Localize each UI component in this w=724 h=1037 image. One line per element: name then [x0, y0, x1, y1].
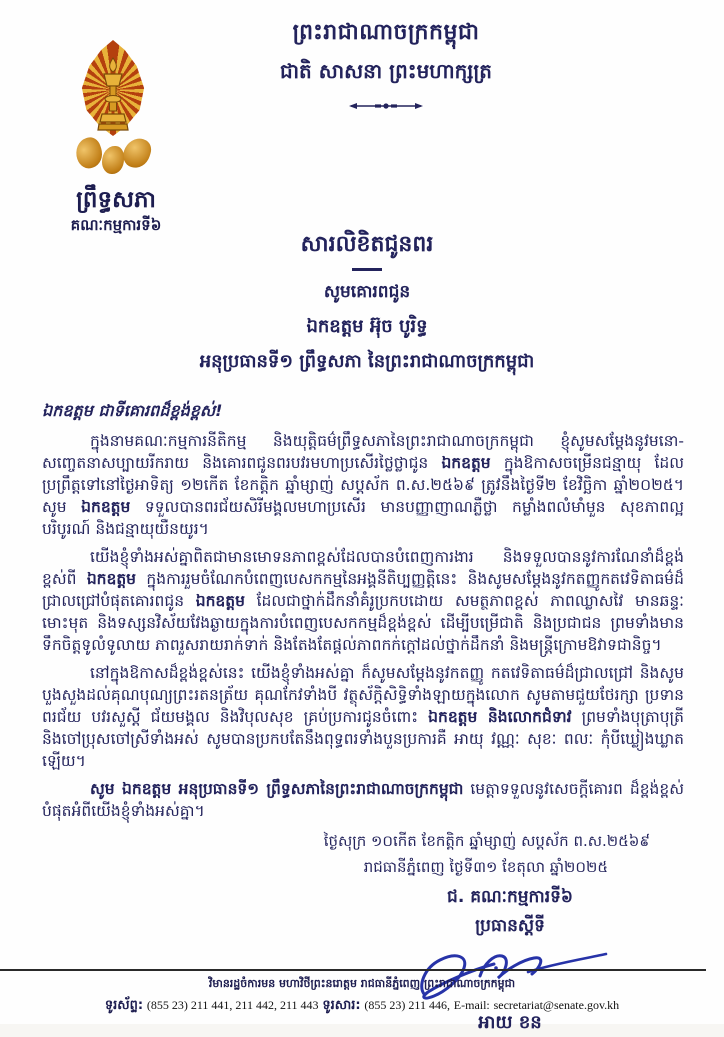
footer-divider [0, 969, 706, 971]
letter-body [0, 376, 724, 1037]
email-value: secretariat@senate.gov.kh [493, 998, 620, 1012]
emblem-swirl-right-icon [120, 135, 154, 172]
email-label: E-mail: [453, 998, 490, 1012]
emblem-swirl-left-icon [72, 135, 106, 172]
national-motto: ជាតិ សាសនា ព្រះមហាក្សត្រ [280, 59, 492, 83]
org-subtitle: គណៈកម្មការទី៦ [70, 216, 162, 234]
emblem-swirl-middle-icon [102, 146, 124, 174]
letter-footer [0, 969, 724, 1016]
org-name: ព្រឹទ្ធសភា [76, 187, 156, 213]
kingdom-title: ព្រះរាជាណាចក្រកម្ពុជា [292, 20, 480, 45]
title-underline [352, 268, 382, 271]
phone-numbers: (855 23) 211 441, 211 442, 211 443 [146, 998, 319, 1012]
header-divider-ornament [48, 96, 724, 115]
fax-numbers: (855 23) 211 446, [364, 998, 450, 1012]
addressee-greeting: សូមគោរពជូន [323, 282, 411, 302]
gregorian-date: រាជធានីភ្នំពេញ ថ្ងៃទី៣១ ខែតុលា ឆ្នាំ២០២៥ [363, 858, 608, 876]
title-block [0, 230, 724, 376]
khmer-lunar-date: ថ្ងៃសុក្រ ១០កើត ខែកត្តិក ឆ្នាំម្សាញ់ សប្តស័ក ព.ស.២៥៦៩ [323, 832, 650, 850]
footer-address: វិមានរដ្ឋចំការមន មហាវិថីព្រះនរោត្តម រាជធានីភ្នំពេញ ព្រះរាជាណាចក្រកម្ពុជា [208, 977, 516, 990]
footer-contacts [0, 997, 724, 1016]
on-behalf-line: ជ. គណៈកម្មការទី៦ [447, 887, 573, 907]
addressee-name: ឯកឧត្តម អ៊ុច បូរិទ្ធ [306, 316, 428, 337]
letter-header [0, 0, 724, 234]
phone-label: ទូរស័ព្ទ: [104, 998, 144, 1013]
signer-name: អាយ ខន [478, 1012, 542, 1033]
body-paragraph-1: ក្នុងនាមគណៈកម្មការនីតិកម្ម និងយុត្តិធម៌ព្រឹទ្ធសភានៃព្រះរាជាណាចក្រកម្ពុជា ខ្ញុំសូមសម្តែងនូវមនោ-សញ្ចេតនាសប្បាយរីករាយ និងគោរពជូនពរបវរមហាប្រសើរថ្លៃថ្លាជូន ឯកឧត្តម ក្នុងឱកាសចម្រើនជន្មាយុ ដែលប្រព្រឹត្តទៅនៅថ្ងៃអាទិត្យ ១២កើត ខែកត្តិក ឆ្នាំម្សាញ់ សប្តស័ក ព.ស.២៥៦៩ ត្រូវនឹងថ្ងៃទី២ ខែវិច្ឆិកា ឆ្នាំ២០២៥។ សូម ឯកឧត្តម ទទួលបានពរជ័យសិរីមង្គលមហាប្រសើរ មានបញ្ញាញាណភ្លឺថ្លា កម្លាំងពលំមាំមួន សុខភាពល្អបរិបូរណ៍ និងជន្មាយុយឺនយូរ។ [42, 432, 684, 538]
body-paragraph-2: យើងខ្ញុំទាំងអស់គ្នាពិតជាមានមោទនភាពខ្ពស់ដែលបានបំពេញការងារ និងទទួលបាននូវការណែនាំដ៏ខ្ពង់ខ្ពស់ពី ឯកឧត្តម ក្នុងការរួមចំណែកបំពេញបេសកកម្មនៃអង្គនីតិប្បញ្ញត្តិនេះ និងសូមសម្តែងនូវកតញ្ញូកតវេទិតាធម៌ដ៏ជ្រាលជ្រៅបំផុតគោរពជូន ឯកឧត្តម ដែលជាថ្នាក់ដឹកនាំគំរូប្រកបដោយ សមត្ថភាពខ្ពស់ ភាពឈ្លាសវៃ មានឆន្ទៈមោះមុត និងទស្សនវិស័យវែងឆ្ងាយក្នុងការបំពេញបេសកកម្មដ៏ខ្ពង់ខ្ពស់ ដើម្បីបម្រើជាតិ និងប្រជាជន ព្រមទាំងមានទឹកចិត្តទូលំទូលាយ ភាពរួសរាយរាក់ទាក់ និងតែងតែផ្តល់ភាពកក់ក្តៅដល់ថ្នាក់ដឹកនាំ និងមន្ត្រីក្រោមឱវាទជានិច្ច។ [42, 548, 684, 654]
closing-paragraph: សូម ឯកឧត្តម អនុប្រធានទី១ ព្រឹទ្ធសភានៃព្រះរាជាណាចក្រកម្ពុជា មេត្តាទទួលនូវសេចក្តីគោរព ដ៏ខ្ពង់ខ្ពស់បំផុតអំពីយើងខ្ញុំទាំងអស់គ្នា។ [42, 780, 684, 820]
salutation-line: ឯកឧត្តម ជាទីគោរពដ៏ខ្ពង់ខ្ពស់! [42, 401, 223, 420]
acting-chairman-title: ប្រធានស្តីទី [475, 916, 545, 936]
kingdom-motto-block [0, 18, 724, 115]
document-title: សារលិខិតជូនពរ [300, 232, 434, 257]
fax-label: ទូរសារ: [322, 998, 361, 1013]
emblem-base-ornament [70, 132, 156, 178]
body-paragraph-3: នៅក្នុងឱកាសដ៏ខ្ពង់ខ្ពស់នេះ យើងខ្ញុំទាំងអស់គ្នា ក៏សូមសម្តែងនូវកតញ្ញូ កតវេទិតាធម៌ដ៏ជ្រាលជ្រៅ និងសូមបួងសួងដល់គុណបុណ្យព្រះរតនត្រ័យ គុណកែវទាំងបី វត្ថុស័ក្តិសិទ្ធិទាំងឡាយក្នុងលោក សូមតាមជួយថែរក្សា ប្រទានពរជ័យ បវរសួស្តី ជ័យមង្គល និងវិបុលសុខ គ្រប់ប្រការជូនចំពោះ ឯកឧត្តម និងលោកជំទាវ ព្រមទាំងបុត្រាបុត្រី និងចៅប្រុសចៅស្រីទាំងអស់ សូមបានប្រកបតែនឹងពុទ្ធពរទាំងបួនប្រការគឺ អាយុ វណ្ណៈ សុខៈ ពលៈ កុំបីឃ្លៀងឃ្លាតឡើយ។ [42, 664, 684, 770]
addressee-position: អនុប្រធានទី១ ព្រឹទ្ធសភា នៃព្រះរាជាណាចក្រកម្ពុជា [199, 351, 535, 372]
